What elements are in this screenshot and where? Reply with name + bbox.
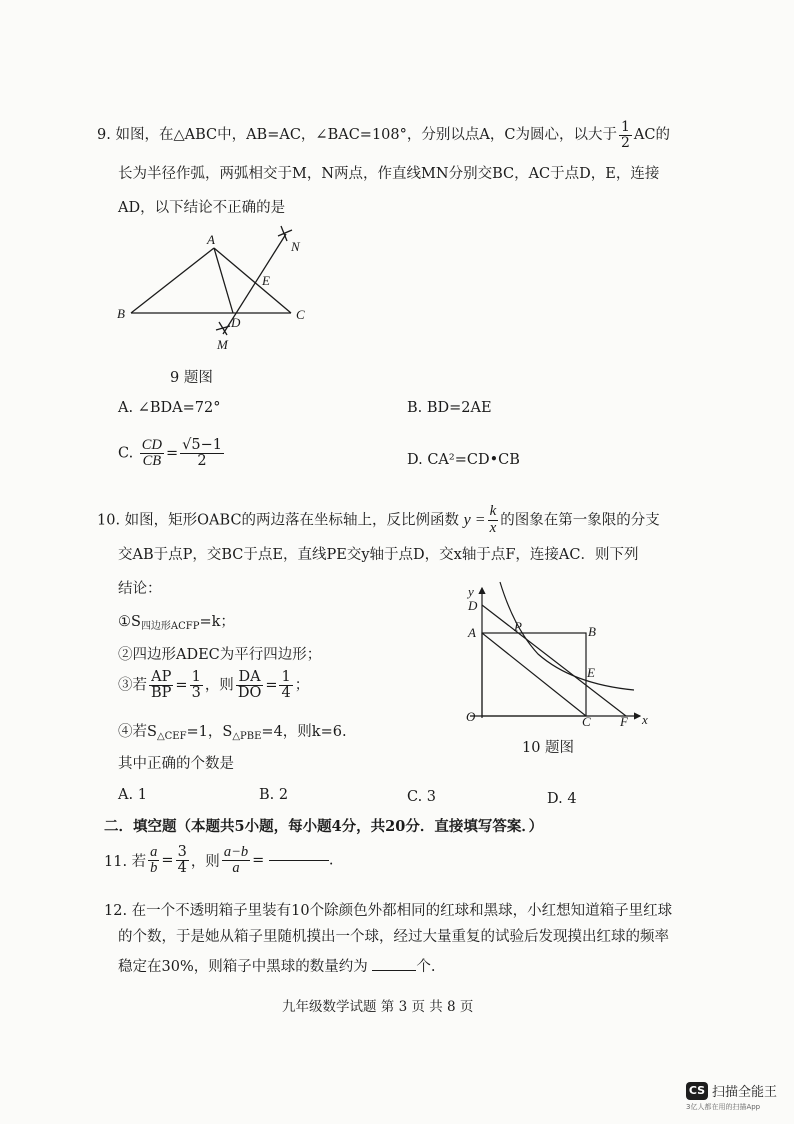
q11-answer-blank xyxy=(269,860,329,861)
q12-answer-blank xyxy=(372,970,416,971)
fig10-label-D: D xyxy=(468,598,478,613)
q10-line3: 结论： xyxy=(118,581,162,597)
fig9-label-M: M xyxy=(217,337,228,352)
scanner-tagline: 3亿人都在用的扫描App xyxy=(686,1103,761,1111)
fig10-label-F: F xyxy=(620,714,628,729)
q10-figure xyxy=(462,580,658,730)
q10-caption: 10 题图 xyxy=(522,740,575,756)
q9-option-b: B. BD=2AE xyxy=(407,400,492,416)
q12-line3: 稳定在30%，则箱子中黑球的数量约为 个. xyxy=(118,959,436,975)
fig10-label-A: A xyxy=(468,625,476,640)
scanner-app-name: 扫描全能王 xyxy=(712,1085,778,1100)
q11: 11. 若 $\frac{a}{b}$ = $\frac{3}{4}$ ，则 $\frac{a-b}{a}$ = . xyxy=(104,844,334,877)
q10-question: 其中正确的个数是 xyxy=(118,756,234,772)
section-2-heading: 二．填空题（本题共5小题，每小题4分，共20分．直接填写答案．） xyxy=(104,818,544,835)
fig9-label-B: B xyxy=(117,306,125,321)
fig9-label-E: E xyxy=(262,273,270,288)
q9-line1: 9. 如图，在△ABC中，AB=AC，∠BAC=108°，分别以点A，C为圆心，以大于 $\frac{1}{2}$ AC的 xyxy=(97,119,670,151)
page-footer: 九年级数学试题 第 3 页 共 8 页 xyxy=(282,999,474,1015)
fig10-label-B: B xyxy=(588,624,596,639)
q9-caption: 9 题图 xyxy=(170,370,213,386)
fig9-label-N: N xyxy=(291,239,300,254)
q9-figure xyxy=(110,222,330,357)
fig9-label-C: C xyxy=(296,307,305,322)
q10-line1: 10. 如图，矩形OABC的两边落在坐标轴上，反比例函数 y = $\frac{k}{x}$ 的图象在第一象限的分支 xyxy=(97,503,660,536)
fig10-label-y: y xyxy=(468,584,474,599)
q9-option-a: A. ∠BDA=72° xyxy=(118,400,221,416)
q10-statement-2: ②四边形ADEC为平行四边形； xyxy=(118,647,322,663)
scanner-logo-icon: CS xyxy=(686,1082,708,1100)
q10-option-d: D. 4 xyxy=(547,791,577,807)
q10-option-b: B. 2 xyxy=(259,787,289,803)
q9-line2: 长为半径作弧，两弧相交于M，N两点，作直线MN分别交BC，AC于点D，E，连接 xyxy=(118,166,660,182)
q10-option-c: C. 3 xyxy=(407,789,437,805)
q9-option-c: C. $\frac{CD}{CB}$ = $\frac{√5-1}{2}$ xyxy=(118,437,222,470)
q9-option-d: D. CA²=CD•CB xyxy=(407,452,520,468)
fig9-label-A: A xyxy=(207,232,215,247)
q10-statement-3: ③若 $\frac{AP}{BP}$ = $\frac{1}{3}$ ，则 $\frac{DA}{DO}$ = $\frac{1}{4}$ ； xyxy=(118,669,310,702)
q12-line2: 的个数，于是她从箱子里随机摸出一个球，经过大量重复的试验后发现摸出红球的频率 xyxy=(118,929,669,945)
q12-line1: 12. 在一个不透明箱子里装有10个除颜色外都相同的红球和黑球，小红想知道箱子里红球 xyxy=(104,903,673,919)
q9-line3: AD，以下结论不正确的是 xyxy=(118,200,286,216)
q10-statement-1: $①S_{四边形ACFP}=k$； xyxy=(118,614,235,632)
fig10-label-P: P xyxy=(514,619,522,634)
fig10-label-x: x xyxy=(642,712,648,727)
fig10-label-O: O xyxy=(466,709,476,724)
q10-line2: 交AB于点P，交BC于点E，直线PE交y轴于点D，交x轴于点F，连接AC．则下列 xyxy=(118,547,639,563)
q10-option-a: A. 1 xyxy=(118,787,147,803)
fig10-label-C: C xyxy=(582,714,591,729)
scanner-watermark xyxy=(686,1078,778,1114)
q10-statement-4: ④若$S_{\triangle CEF}=1$，$S_{\triangle PBE}=4$，则k=6. xyxy=(118,724,347,742)
fig9-label-D: D xyxy=(231,315,241,330)
fig10-label-E: E xyxy=(587,665,595,680)
